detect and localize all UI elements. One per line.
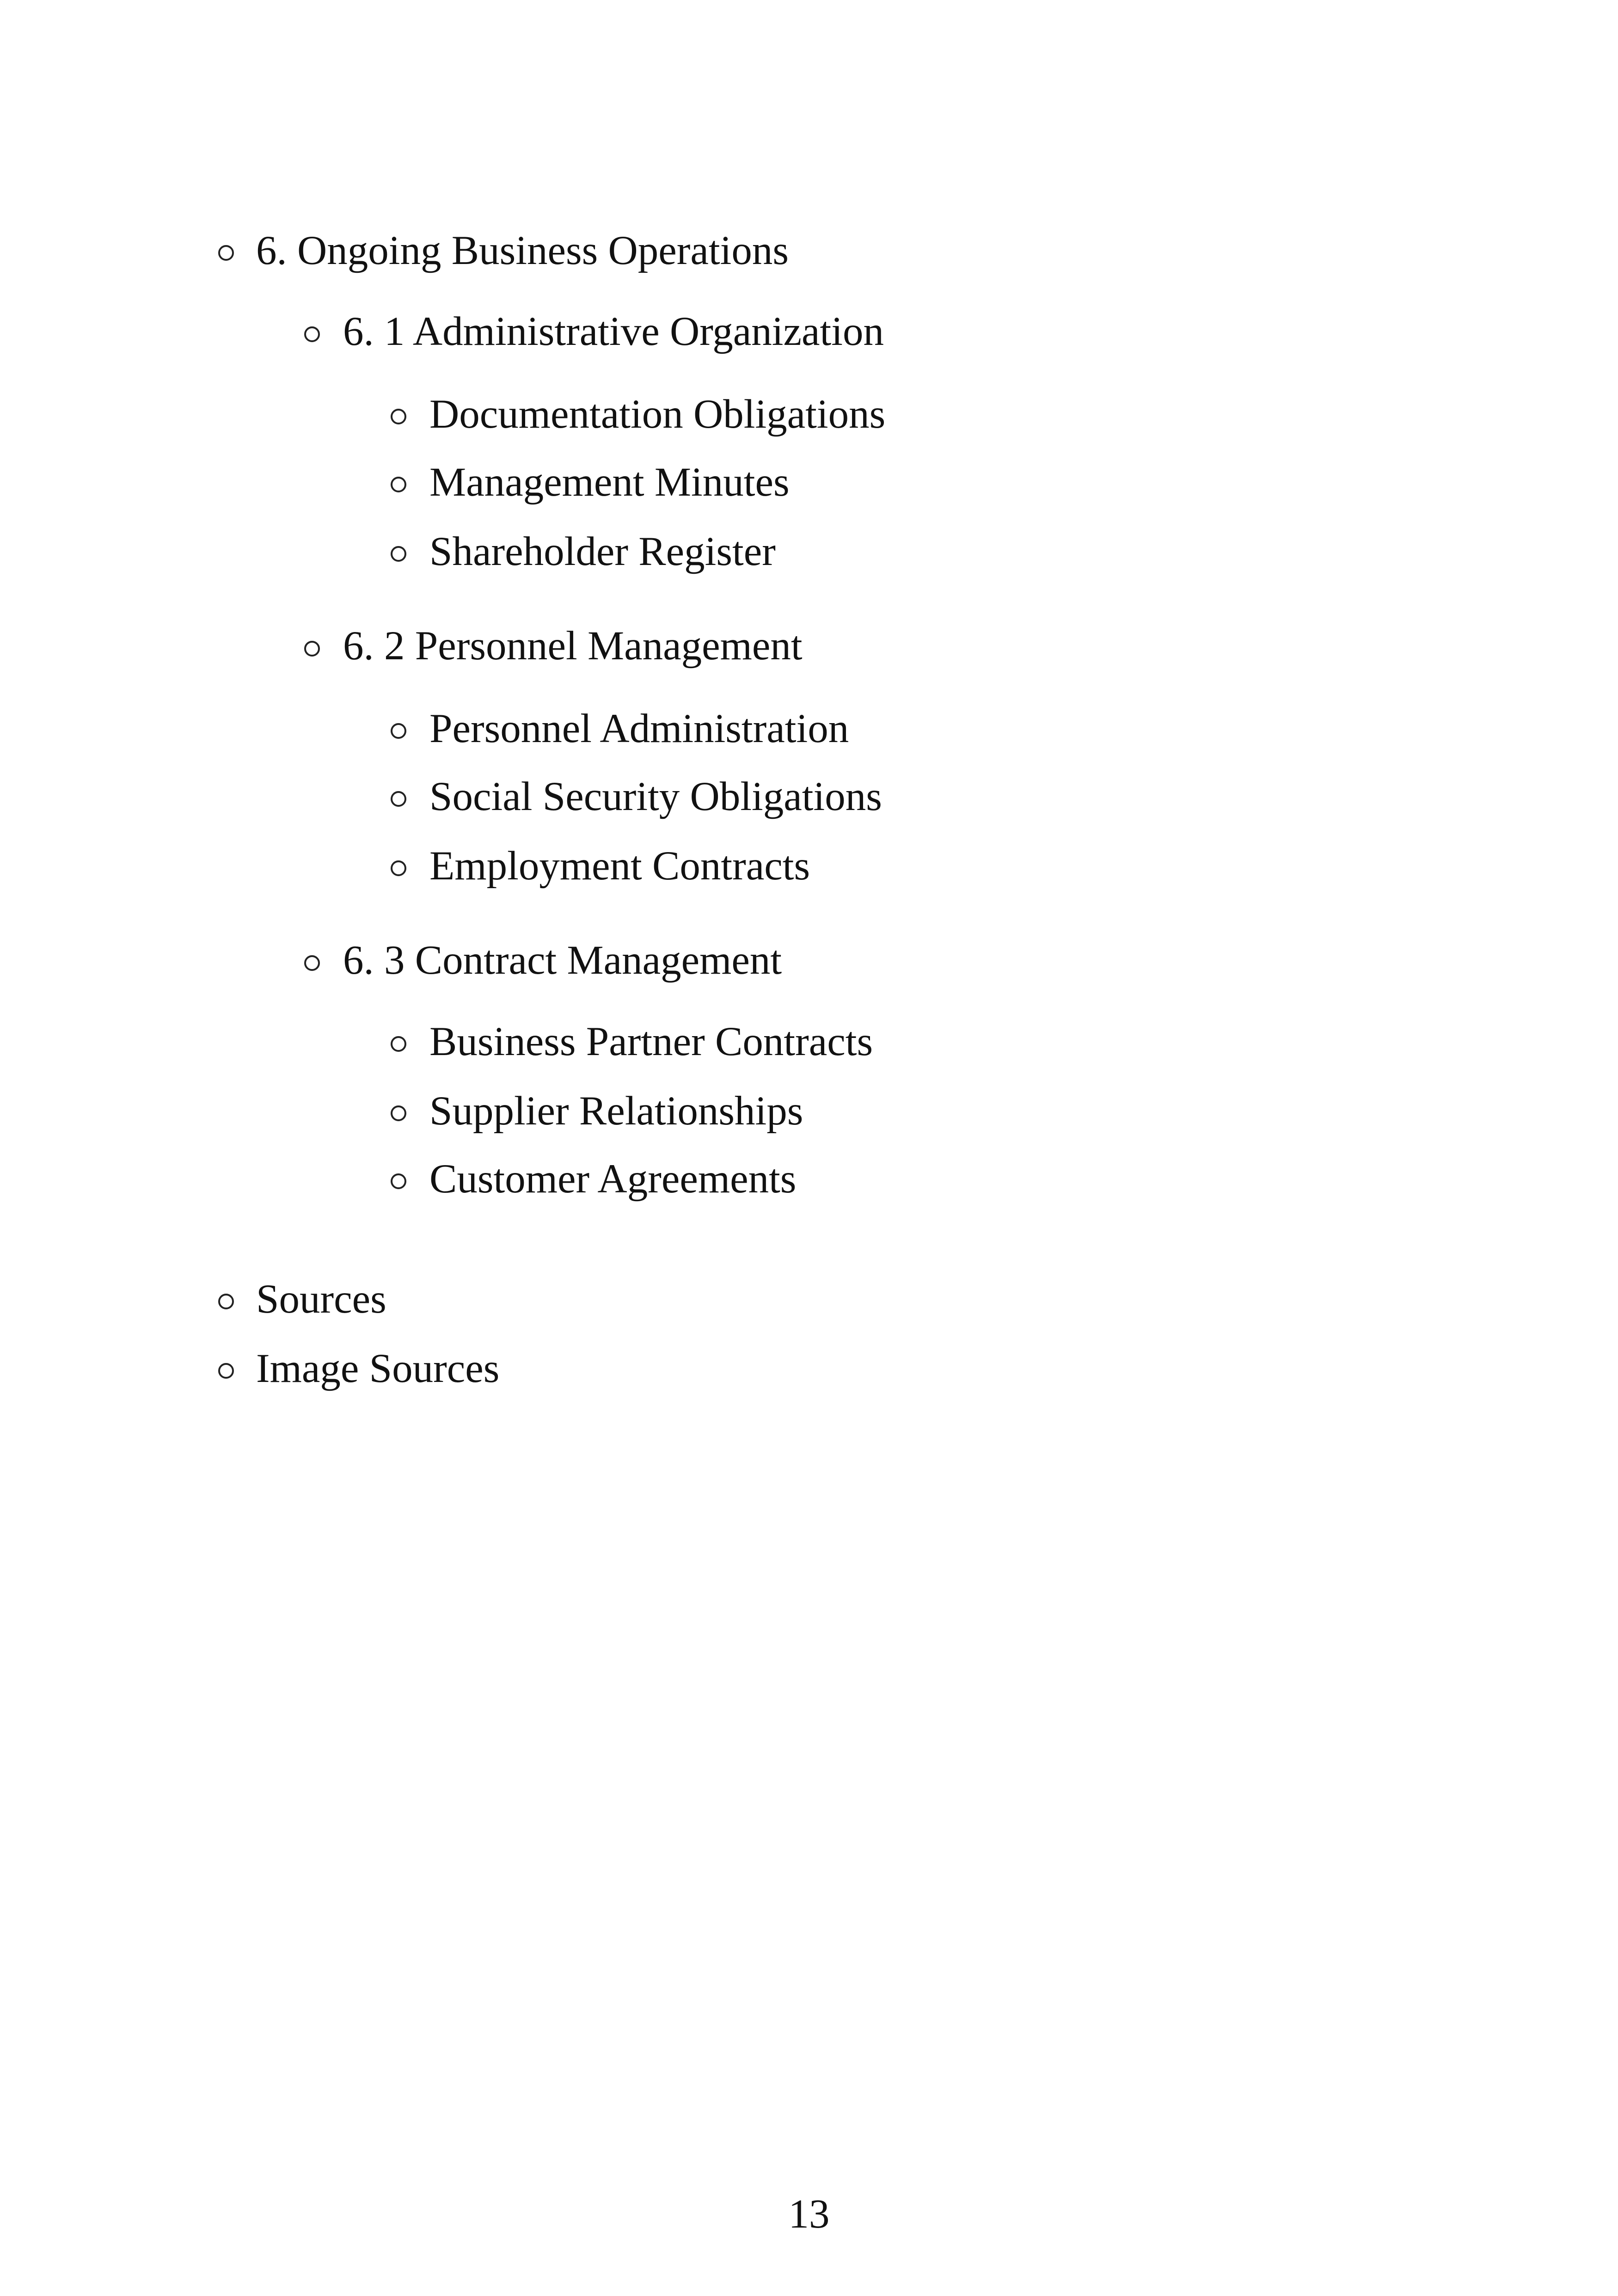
- bullet-icon: [391, 477, 406, 492]
- toc-item-shareholder-register: Shareholder Register: [429, 529, 776, 574]
- bullet-icon: [391, 1105, 406, 1121]
- bullet-icon: [391, 860, 406, 876]
- bullet-icon: [391, 723, 406, 739]
- toc-item-contract-management: 6. 3 Contract Management: [343, 938, 782, 983]
- toc-item-image-sources: Image Sources: [256, 1346, 500, 1391]
- toc-item-business-partner-contracts: Business Partner Contracts: [429, 1019, 873, 1064]
- toc-item-documentation-obligations: Documentation Obligations: [429, 392, 886, 437]
- bullet-icon: [391, 791, 406, 807]
- bullet-icon: [218, 1294, 234, 1309]
- bullet-icon: [218, 245, 234, 261]
- toc-item-management-minutes: Management Minutes: [429, 460, 790, 505]
- bullet-icon: [391, 1173, 406, 1189]
- toc-item-sources: Sources: [256, 1277, 386, 1322]
- toc-item-administrative-organization: 6. 1 Administrative Organization: [343, 309, 884, 354]
- toc-item-personnel-administration: Personnel Administration: [429, 706, 849, 751]
- toc-item-employment-contracts: Employment Contracts: [429, 843, 810, 889]
- toc-item-supplier-relationships: Supplier Relationships: [429, 1088, 803, 1134]
- bullet-icon: [304, 641, 320, 657]
- bullet-icon: [304, 326, 320, 342]
- toc-item-personnel-management: 6. 2 Personnel Management: [343, 623, 803, 669]
- bullet-icon: [391, 546, 406, 562]
- toc-item-social-security-obligations: Social Security Obligations: [429, 774, 882, 819]
- toc-item-customer-agreements: Customer Agreements: [429, 1156, 797, 1202]
- bullet-icon: [218, 1363, 234, 1379]
- bullet-icon: [391, 1036, 406, 1052]
- toc-item-ongoing-business-operations: 6. Ongoing Business Operations: [256, 228, 789, 273]
- page-number: 13: [788, 2192, 830, 2237]
- bullet-icon: [304, 955, 320, 971]
- bullet-icon: [391, 409, 406, 424]
